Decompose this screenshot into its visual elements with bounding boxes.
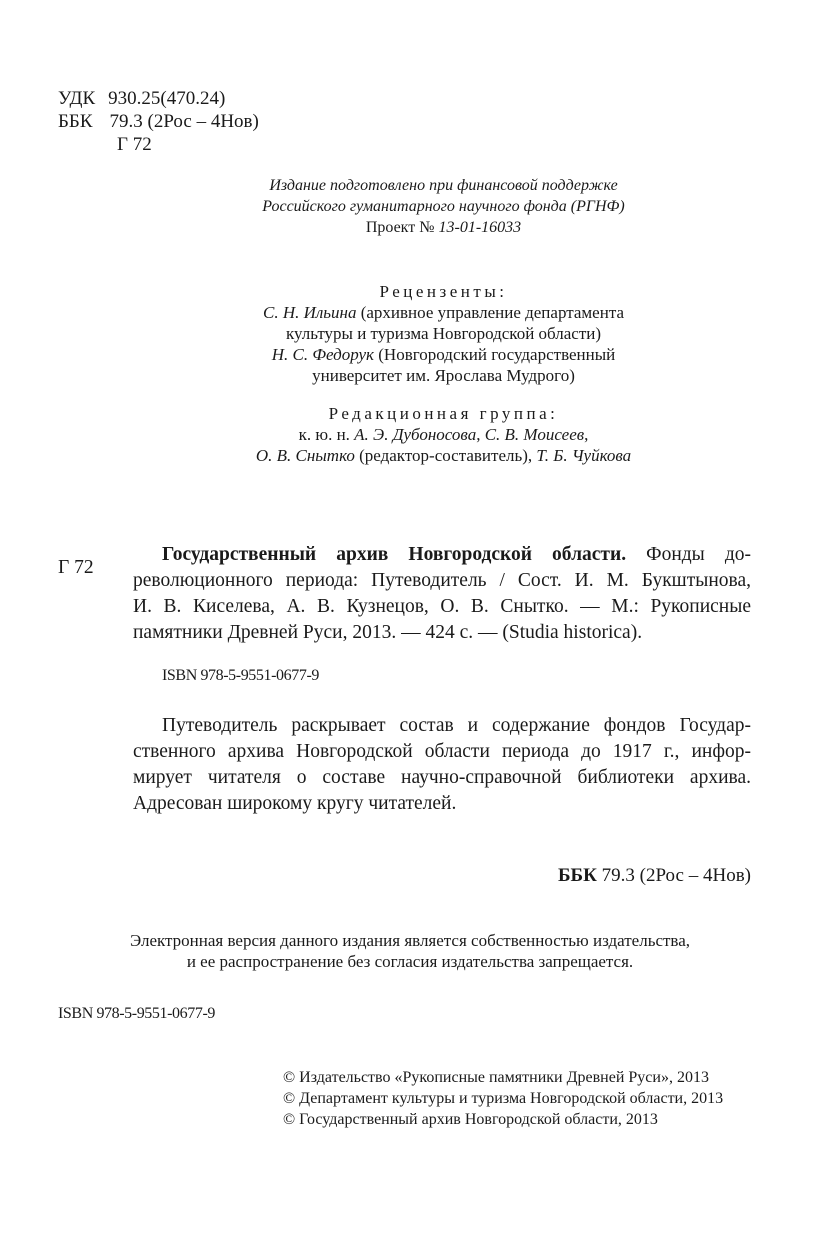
bbk-footer-value: 79.3 (2Рос – 4Нов) <box>601 865 751 886</box>
notice-line-2: и ее распространение без согласия издательства запрещается. <box>186 952 634 971</box>
copyright-list <box>283 1067 723 1130</box>
record-line-4: памятники Древней Руси, 2013. — 424 с. — (Studia historica). <box>133 622 643 643</box>
funding-line-1: Издание подготовлено при финансовой поддержке <box>269 177 618 194</box>
reviewer-2-affiliation: (Новгородский государственный <box>378 345 616 364</box>
copyright-publisher: © Издательство «Рукописные памятники Древней Руси», 2013 <box>283 1069 709 1086</box>
udk-line <box>58 88 225 110</box>
isbn-footer: ISBN 978-5-9551-0677-9 <box>58 1005 215 1022</box>
project-number: 13-01-16033 <box>438 219 522 236</box>
record-title: Государственный архив Новгородской области. <box>162 544 627 565</box>
record-line-2: революционного периода: Путеводитель / Сост. И. М. Букштынова, <box>133 570 751 591</box>
annotation-line-3: мирует читателя о составе научно-справочной библиотеки архива. <box>133 767 751 788</box>
reviewer-1-affiliation-cont: культуры и туризма Новгородской области) <box>285 324 602 343</box>
funding-note <box>0 175 827 238</box>
bbk-label: ББК <box>58 111 93 132</box>
copyright-notice <box>0 930 820 972</box>
editor-4: Т. Б. Чуйкова <box>536 446 632 465</box>
udk-label: УДК <box>58 88 96 109</box>
editor-3-role: (редактор-составитель), <box>359 446 533 465</box>
bibliographic-record <box>133 542 751 646</box>
editorial-separator-1: , <box>476 425 481 444</box>
reviewers-heading: Рецензенты: <box>379 282 508 301</box>
editorial-separator-2: , <box>584 425 589 444</box>
editor-1: А. Э. Дубоносова <box>354 425 477 444</box>
annotation <box>133 713 751 817</box>
editor-3: О. В. Снытко <box>255 446 355 465</box>
annotation-line-4: Адресован широкому кругу читателей. <box>133 793 457 814</box>
notice-line-1: Электронная версия данного издания является собственностью издательства, <box>129 931 691 950</box>
record-line-3: И. В. Киселева, А. В. Кузнецов, О. В. Снытко. — М.: Рукописные <box>133 596 751 617</box>
author-mark: Г 72 <box>117 134 152 155</box>
record-isbn: ISBN 978-5-9551-0677-9 <box>162 667 319 684</box>
bbk-footer-label: ББК <box>557 865 597 886</box>
editorial-heading: Редакционная группа: <box>328 404 559 423</box>
bbk-footer <box>0 864 751 888</box>
bibliographic-mark: Г 72 <box>58 557 94 578</box>
reviewers-block <box>0 281 827 386</box>
annotation-line-2: ственного архива Новгородской области периода до 1917 г., инфор- <box>133 741 751 762</box>
project-line <box>0 217 827 238</box>
project-label: Проект № <box>365 219 435 236</box>
copyright-department: © Департамент культуры и туризма Новгородской области, 2013 <box>283 1090 724 1107</box>
reviewer-2-name: Н. С. Федорук <box>271 345 375 364</box>
bbk-line <box>58 111 259 133</box>
editorial-block <box>0 403 827 466</box>
editor-2: С. В. Моисеев <box>484 425 585 444</box>
funding-line-2: Российского гуманитарного научного фонда (РГНФ) <box>262 198 625 215</box>
bbk-value: 79.3 (2Рос – 4Нов) <box>109 111 259 132</box>
annotation-line-1: Путеводитель раскрывает состав и содержание фондов Государ- <box>162 715 751 736</box>
reviewer-1-name: С. Н. Ильина <box>262 303 357 322</box>
editorial-degree: к. ю. н. <box>298 425 350 444</box>
record-line-1-rest: Фонды до- <box>646 544 752 565</box>
copyright-archive: © Государственный архив Новгородской области, 2013 <box>283 1111 658 1128</box>
udk-value: 930.25(470.24) <box>108 88 226 109</box>
reviewer-2-affiliation-cont: университет им. Ярослава Мудрого) <box>312 366 575 385</box>
reviewer-1-affiliation: (архивное управление департамента <box>360 303 624 322</box>
